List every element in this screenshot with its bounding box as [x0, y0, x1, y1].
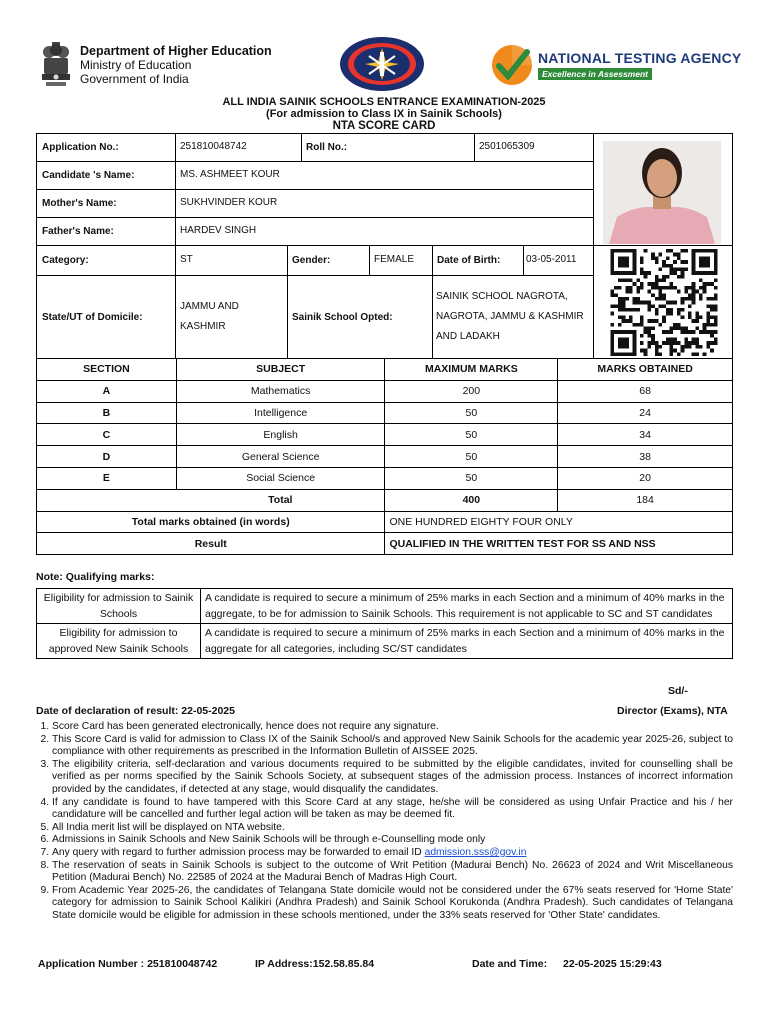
obtained-cell: 24	[558, 402, 733, 424]
qualifying-note: Note: Qualifying marks:	[36, 571, 155, 583]
obtained-cell: 38	[558, 446, 733, 468]
result-label: Result	[37, 533, 385, 555]
eligibility-label: Eligibility for admission to approved New Sainik Schools	[37, 624, 201, 659]
school-label: Sainik School Opted:	[292, 311, 393, 323]
roll-value: 2501065309	[479, 140, 535, 152]
instructions-list	[36, 721, 733, 923]
nta-name: NATIONAL TESTING AGENCY	[538, 50, 742, 66]
name-label: Candidate 's Name:	[42, 169, 135, 181]
words-value: ONE HUNDRED EIGHTY FOUR ONLY	[385, 511, 733, 533]
max-cell: 50	[385, 467, 558, 489]
national-emblem-icon	[38, 40, 74, 88]
result-value: QUALIFIED IN THE WRITTEN TEST FOR SS AND NSS	[385, 533, 733, 555]
max-cell: 50	[385, 446, 558, 468]
total-label: Total	[37, 489, 385, 511]
subject-cell: General Science	[176, 446, 385, 468]
obtained-cell: 68	[558, 380, 733, 402]
eligibility-label: Eligibility for admission to Sainik Schools	[37, 589, 201, 624]
school-value	[432, 275, 593, 359]
roll-label: Roll No.:	[306, 141, 348, 153]
table-row	[37, 424, 733, 446]
list-item: 9. From Academic Year 2025-26, the candidates of Telangana State domicile would not be considered under the 67% seats reserved for 'Home State' category for admission to Sainik School Kalikiri (Andhra Pradesh) and Sainik School Korukonda (Andhra Pradesh). Such candidates of Telangana State domicile would be eligible for admission in these schools mentioned, under the 33% seats reserved for 'Other State' candidates.	[52, 885, 733, 923]
father-value: HARDEV SINGH	[180, 224, 257, 236]
footer-date-label: Date and Time:	[472, 958, 548, 970]
school-value-line-1: SAINIK SCHOOL NAGROTA,	[436, 291, 568, 302]
name-value: MS. ASHMEET KOUR	[180, 168, 280, 180]
state-value-line-1: JAMMU AND	[180, 301, 239, 312]
dob-value: 03-05-2011	[526, 253, 577, 265]
nta-logo	[491, 44, 533, 86]
table-row	[37, 402, 733, 424]
application-label: Application No.:	[42, 141, 119, 153]
table-row	[37, 467, 733, 489]
footer-ip-address: IP Address:152.58.85.84	[255, 958, 375, 970]
subject-cell: English	[176, 424, 385, 446]
director-title: Director (Exams), NTA	[617, 705, 728, 717]
list-item: 8. The reservation of seats in Sainik Schools is subject to the outcome of Writ Petition (Madurai Bench) No. 26623 of 2024 and Writ Miscellaneous Petition (Madurai Bench) No. 22585 of 2024 at the Madurai Bench of Madras High Court.	[52, 860, 733, 885]
state-label: State/UT of Domicile:	[42, 311, 143, 323]
exam-subtitle: (For admission to Class IX in Sainik Schools)	[266, 108, 502, 120]
school-value-line-2: NAGROTA, JAMMU & KASHMIR	[436, 311, 584, 322]
dept-line-1: Department of Higher Education	[80, 44, 272, 58]
email-link[interactable]: admission.sss@gov.in	[424, 846, 527, 858]
table-row	[37, 589, 733, 624]
dob-label: Date of Birth:	[437, 254, 501, 266]
category-label: Category:	[42, 254, 89, 266]
max-cell: 50	[385, 424, 558, 446]
total-max: 400	[385, 489, 558, 511]
mother-label: Mother's Name:	[42, 197, 117, 209]
footer-date-value: 22-05-2025 15:29:43	[563, 958, 662, 970]
words-row	[37, 511, 733, 533]
marks-table	[36, 358, 733, 555]
list-item: 1. Score Card has been generated electronically, hence does not require any signature.	[52, 721, 733, 734]
school-value-line-3: AND LADAKH	[436, 331, 500, 342]
gender-value: FEMALE	[374, 253, 415, 265]
section-cell: B	[37, 402, 177, 424]
state-value	[175, 275, 287, 359]
dept-line-3: Government of India	[80, 72, 189, 86]
list-item: 3. The eligibility criteria, self-declaration and various documents required to be submitted by the eligible candidates, invited for counselling shall be verified as per norms specified by the Sainik Schools Society, at subsequent stages of the admission process. Instances of incorrect information provided by the candidates, if detected at any stage, would disqualify the candidates.	[52, 759, 733, 797]
section-cell: A	[37, 380, 177, 402]
eligibility-text: A candidate is required to secure a minimum of 25% marks in each Section and a minimum of 40% marks in the aggregate for all categories, including SC/ST candidates	[201, 624, 733, 659]
list-item: 2. This Score Card is valid for admission to Class IX of the Sainik School/s and approved New Sainik Schools for the academic year 2025-26, subject to compliance with other requirements as prescribed in the Information Bulletin of AISSEE 2025.	[52, 734, 733, 759]
application-value: 251810048742	[180, 140, 247, 152]
header-section: SECTION	[37, 359, 177, 381]
sainik-schools-society-logo	[339, 36, 425, 92]
signature-mark: Sd/-	[668, 685, 688, 697]
list-item	[52, 847, 733, 860]
total-obtained: 184	[558, 489, 733, 511]
section-cell: D	[37, 446, 177, 468]
max-cell: 50	[385, 402, 558, 424]
header-marks-obtained: MARKS OBTAINED	[558, 359, 733, 381]
section-cell: C	[37, 424, 177, 446]
section-cell: E	[37, 467, 177, 489]
mother-value: SUKHVINDER KOUR	[180, 196, 278, 208]
header-subject: SUBJECT	[176, 359, 385, 381]
subject-cell: Mathematics	[176, 380, 385, 402]
max-cell: 200	[385, 380, 558, 402]
gender-label: Gender:	[292, 254, 331, 266]
qr-code	[605, 249, 723, 356]
candidate-photo	[603, 141, 721, 244]
score-card-title: NTA SCORE CARD	[332, 120, 436, 132]
exam-title: ALL INDIA SAINIK SCHOOLS ENTRANCE EXAMINATION-2025	[222, 96, 546, 108]
table-row	[37, 380, 733, 402]
footer-application-number: Application Number : 251810048742	[38, 958, 218, 970]
words-label: Total marks obtained (in words)	[37, 511, 385, 533]
total-row	[37, 489, 733, 511]
subject-cell: Intelligence	[176, 402, 385, 424]
obtained-cell: 20	[558, 467, 733, 489]
table-row	[37, 624, 733, 659]
father-label: Father's Name:	[42, 225, 114, 237]
list-item: 6. Admissions in Sainik Schools and New Sainik Schools will be through e-Counselling mode only	[52, 834, 733, 847]
department-title	[80, 44, 272, 86]
category-value: ST	[180, 253, 193, 265]
list-item: 4. If any candidate is found to have tampered with this Score Card at any stage, he/she will be considered as using Unfair Practice and his / her candidature will be cancelled and further legal action will be taken as may be deemed fit.	[52, 797, 733, 822]
state-value-line-2: KASHMIR	[180, 321, 226, 332]
nta-tagline: Excellence in Assessment	[538, 68, 652, 80]
eligibility-text: A candidate is required to secure a minimum of 25% marks in each Section and a minimum of 40% marks in the aggregate, to be for admission to Sainik Schools. This requirement is not applicable to SC and ST candidates	[201, 589, 733, 624]
query-text: Any query with regard to further admission process may be forwarded to email ID	[52, 846, 422, 858]
declaration-date: Date of declaration of result: 22-05-2025	[36, 705, 235, 717]
subject-cell: Social Science	[176, 467, 385, 489]
obtained-cell: 34	[558, 424, 733, 446]
dept-line-2: Ministry of Education	[80, 58, 192, 72]
result-row	[37, 533, 733, 555]
list-item: 5. All India merit list will be displayed on NTA website.	[52, 822, 733, 835]
marks-header-row	[37, 359, 733, 381]
eligibility-table	[36, 588, 733, 659]
exam-titles	[0, 96, 768, 132]
header-max-marks: MAXIMUM MARKS	[385, 359, 558, 381]
table-row	[37, 446, 733, 468]
